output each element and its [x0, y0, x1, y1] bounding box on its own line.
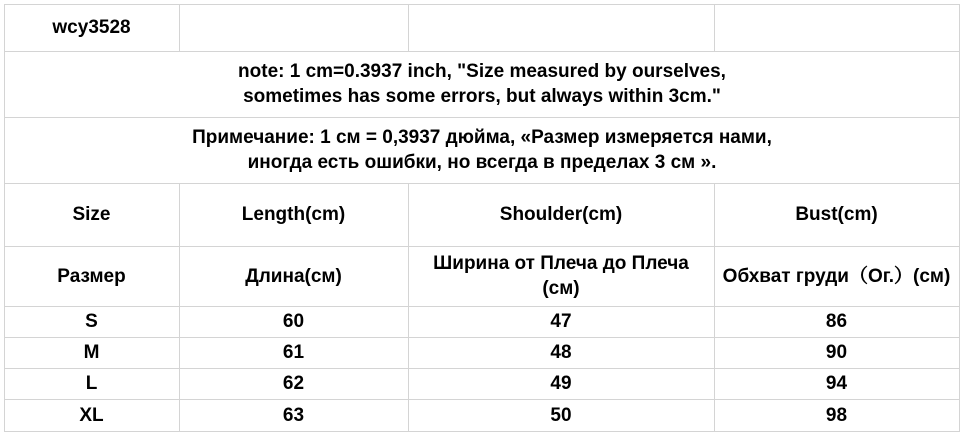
header-length-ru-text: Длина(см): [245, 265, 342, 287]
note-russian-line-2: иногда есть ошибки, но всегда в пределах 3 см ».: [247, 152, 717, 173]
table-cell-bust: [714, 399, 959, 431]
header-bust-ru-text: Обхват груди（Ог.）(см): [722, 265, 951, 287]
table-cell-bust: [714, 337, 959, 368]
cell-text: 60: [282, 311, 305, 332]
product-code: [4, 4, 179, 51]
cell-text: 50: [550, 404, 572, 426]
header-length-en-text: Length(cm): [241, 204, 346, 225]
header-size-en: [4, 183, 179, 246]
note-english-line-1: note: 1 cm=0.3937 inch, "Size measured by ourselves,: [238, 61, 726, 82]
cell-text: 63: [282, 404, 305, 426]
table-cell-bust: [714, 306, 959, 337]
table-cell-size: [4, 306, 179, 337]
cell-text: 61: [282, 342, 305, 363]
cell-text: M: [83, 342, 100, 363]
grid-line: [179, 4, 180, 51]
note-russian-line-1: Примечание: 1 см = 0,3937 дюйма, «Размер измеряется нами,: [192, 127, 772, 148]
header-size-en-text: Size: [72, 204, 111, 225]
header-size-ru: [4, 246, 179, 306]
cell-text: 62: [282, 373, 305, 394]
table-cell-size: [4, 399, 179, 431]
header-length-ru: [179, 246, 408, 306]
cell-text: 48: [550, 342, 572, 363]
table-cell-shoulder: [408, 337, 714, 368]
table-cell-size: [4, 368, 179, 399]
table-cell-shoulder: [408, 399, 714, 431]
grid-line: [4, 431, 960, 432]
cell-text: 47: [550, 311, 572, 332]
cell-text: 98: [825, 404, 848, 426]
header-shoulder-ru-text: Ширина от Плеча до Плеча (см): [433, 253, 689, 299]
table-cell-bust: [714, 368, 959, 399]
grid-line: [714, 4, 715, 51]
cell-text: 94: [825, 373, 848, 394]
cell-text: 86: [825, 311, 848, 332]
header-shoulder-en-text: Shoulder(cm): [499, 204, 623, 225]
header-length-en: [179, 183, 408, 246]
table-cell-length: [179, 368, 408, 399]
header-size-ru-text: Размер: [57, 265, 126, 287]
grid-line: [408, 4, 409, 51]
product-code-text: wcy3528: [52, 17, 131, 38]
table-cell-length: [179, 306, 408, 337]
table-cell-shoulder: [408, 306, 714, 337]
header-shoulder-ru: [408, 246, 714, 306]
table-cell-shoulder: [408, 368, 714, 399]
note-russian: [4, 117, 960, 183]
note-english: [4, 51, 960, 117]
cell-text: S: [85, 311, 98, 332]
table-cell-length: [179, 399, 408, 431]
cell-text: L: [85, 373, 98, 394]
table-cell-length: [179, 337, 408, 368]
table-cell-size: [4, 337, 179, 368]
header-shoulder-en: [408, 183, 714, 246]
header-bust-ru: [714, 246, 959, 306]
cell-text: 90: [825, 342, 848, 363]
header-bust-en-text: Bust(cm): [795, 204, 878, 225]
header-bust-en: [714, 183, 959, 246]
cell-text: 49: [550, 373, 572, 394]
cell-text: XL: [79, 404, 104, 426]
note-english-line-2: sometimes has some errors, but always within 3cm.": [243, 86, 721, 107]
